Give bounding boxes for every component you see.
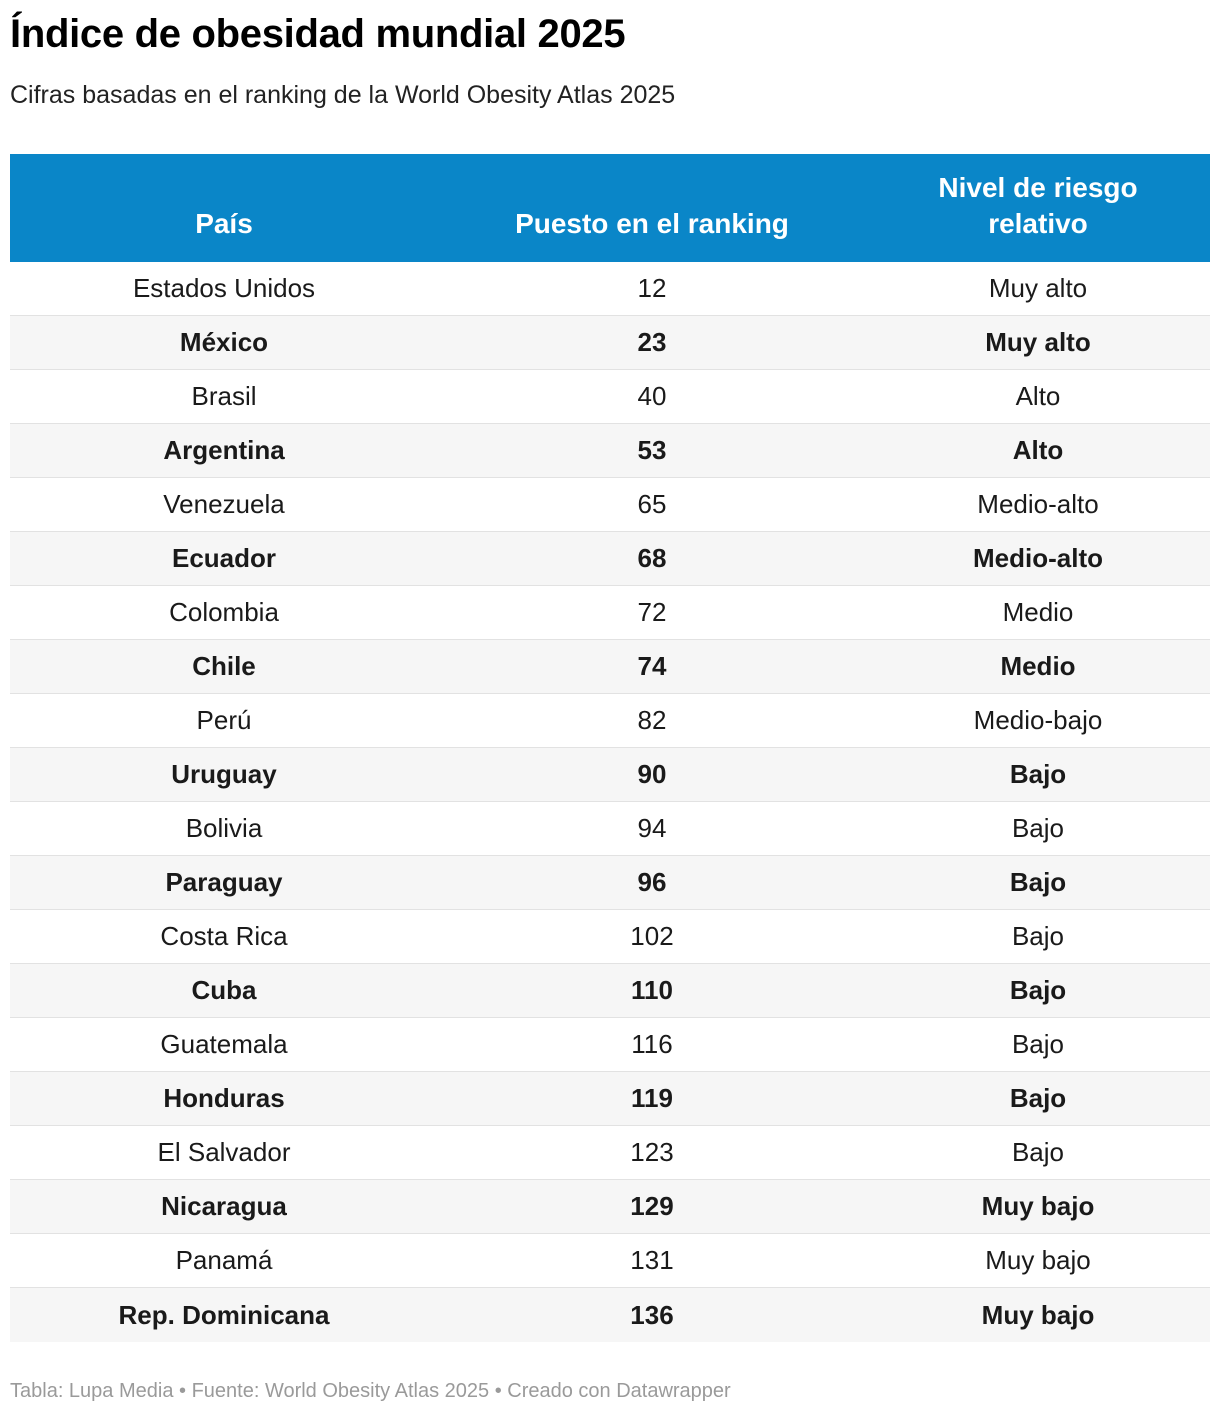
table-row [10, 1018, 1210, 1072]
country-cell: Guatemala [160, 1029, 288, 1059]
rank-cell: 136 [630, 1299, 674, 1330]
table-row [10, 262, 1210, 316]
chart-subtitle: Cifras basadas en el ranking de la World Obesity Atlas 2025 [10, 81, 676, 109]
risk-level-cell: Medio-alto [973, 543, 1103, 573]
risk-level-cell: Bajo [1011, 921, 1065, 951]
country-cell: Costa Rica [160, 921, 288, 951]
rank-cell: 40 [637, 381, 667, 411]
rank-cell: 94 [637, 813, 667, 843]
risk-level-cell: Bajo [1011, 1137, 1065, 1167]
table-row [10, 424, 1210, 478]
column-header-risk[interactable] [866, 154, 1210, 262]
risk-level-cell: Muy alto [988, 273, 1088, 303]
table-body [10, 262, 1210, 1342]
country-cell: Colombia [169, 597, 279, 627]
rank-cell: 82 [637, 705, 667, 735]
risk-level-cell: Bajo [1009, 759, 1067, 789]
risk-level-cell: Muy bajo [981, 1299, 1095, 1330]
rank-cell: 129 [630, 1191, 674, 1221]
table-row [10, 748, 1210, 802]
rank-cell: 116 [631, 1029, 673, 1059]
table-row [10, 856, 1210, 910]
risk-level-cell: Medio-bajo [973, 705, 1103, 735]
country-cell: México [179, 327, 269, 357]
country-cell: Paraguay [165, 867, 283, 897]
risk-level-cell: Bajo [1011, 1029, 1065, 1059]
country-cell: Bolivia [185, 813, 263, 843]
rank-cell: 96 [637, 867, 667, 897]
rank-cell: 119 [631, 1083, 673, 1113]
rank-cell: 65 [637, 489, 667, 519]
table-row [10, 910, 1210, 964]
table-row [10, 1126, 1210, 1180]
country-cell: Ecuador [171, 543, 277, 573]
rank-cell: 110 [631, 975, 673, 1005]
rank-cell: 23 [637, 327, 667, 357]
country-cell: Uruguay [171, 759, 277, 789]
table-row [10, 694, 1210, 748]
country-cell: Venezuela [163, 489, 285, 519]
table-row [10, 478, 1210, 532]
risk-level-cell: Alto [1015, 381, 1061, 411]
risk-level-cell: Medio [1000, 651, 1076, 681]
rank-cell: 102 [630, 921, 674, 951]
table-row [10, 802, 1210, 856]
country-cell: Argentina [163, 435, 285, 465]
rank-cell: 74 [637, 651, 667, 681]
table-row [10, 316, 1210, 370]
country-cell: Brasil [191, 381, 257, 411]
country-cell: Cuba [191, 975, 257, 1005]
risk-level-cell: Muy bajo [985, 1245, 1091, 1275]
country-cell: Perú [196, 705, 252, 735]
table-row [10, 964, 1210, 1018]
table-row [10, 1288, 1210, 1342]
table-row [10, 370, 1210, 424]
risk-level-cell: Medio-alto [977, 489, 1099, 519]
risk-level-cell: Medio [1002, 597, 1074, 627]
risk-level-cell: Bajo [1009, 1083, 1067, 1113]
rank-cell: 131 [630, 1245, 674, 1275]
country-cell: Estados Unidos [132, 273, 316, 303]
column-header-country[interactable]: País [195, 208, 253, 239]
country-cell: Nicaragua [161, 1191, 287, 1221]
rank-cell: 123 [630, 1137, 674, 1167]
table-row [10, 1234, 1210, 1288]
column-header-rank[interactable]: Puesto en el ranking [515, 208, 789, 239]
table-row [10, 640, 1210, 694]
risk-level-cell: Bajo [1009, 867, 1067, 897]
country-cell: Chile [192, 651, 256, 681]
table-row [10, 1072, 1210, 1126]
rank-cell: 12 [637, 273, 667, 303]
country-cell: El Salvador [157, 1137, 291, 1167]
country-cell: Rep. Dominicana [118, 1299, 330, 1330]
source-footer: Tabla: Lupa Media • Fuente: World Obesity Atlas 2025 • Creado con Datawrapper [10, 1380, 731, 1402]
chart-title: Índice de obesidad mundial 2025 [10, 12, 626, 56]
ranking-table [10, 154, 1210, 1342]
risk-level-cell: Bajo [1009, 975, 1067, 1005]
risk-level-cell: Alto [1012, 435, 1064, 465]
risk-level-cell: Muy alto [985, 327, 1091, 357]
risk-level-cell: Muy bajo [981, 1191, 1095, 1221]
risk-level-cell: Bajo [1011, 813, 1065, 843]
country-cell: Panamá [175, 1245, 273, 1275]
rank-cell: 90 [637, 759, 667, 789]
table-row [10, 532, 1210, 586]
rank-cell: 72 [637, 597, 667, 627]
table-row [10, 1180, 1210, 1234]
column-header-risk-label: Nivel de riesgo relativo [938, 172, 1138, 239]
rank-cell: 53 [637, 435, 667, 465]
table-header [10, 154, 1210, 262]
rank-cell: 68 [637, 543, 667, 573]
country-cell: Honduras [163, 1083, 285, 1113]
table-row [10, 586, 1210, 640]
